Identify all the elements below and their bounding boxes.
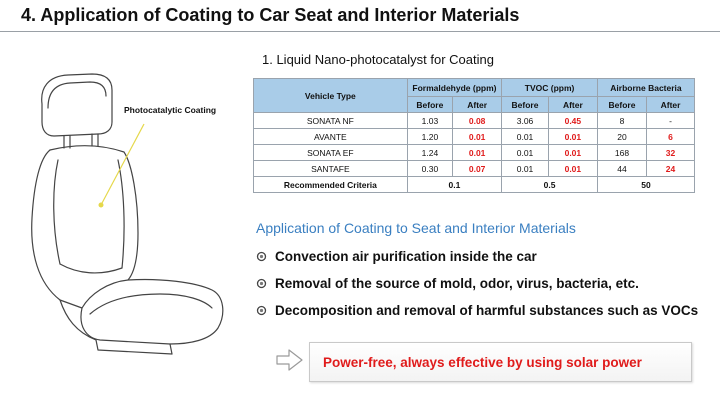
value-cell: 0.01 [453, 145, 502, 161]
value-cell: 0.08 [453, 113, 502, 129]
criteria-formaldehyde: 0.1 [407, 177, 501, 193]
slide-title: 4. Application of Coating to Car Seat and Interior Materials [21, 5, 520, 25]
criteria-tvoc: 0.5 [502, 177, 598, 193]
list-item [256, 270, 698, 297]
value-cell: 0.07 [453, 161, 502, 177]
value-cell: 0.30 [407, 161, 452, 177]
table-row [254, 161, 695, 177]
table-row [254, 113, 695, 129]
value-cell: 0.01 [502, 161, 549, 177]
arrow-right-icon [275, 347, 305, 373]
criteria-row [254, 177, 695, 193]
table-subtitle: 1. Liquid Nano-photocatalyst for Coating [262, 52, 494, 67]
table-row [254, 145, 695, 161]
vehicle-cell: SONATA NF [254, 113, 408, 129]
value-cell: 3.06 [502, 113, 549, 129]
value-cell: 0.01 [548, 145, 597, 161]
value-cell: 0.01 [502, 145, 549, 161]
bullet-icon [256, 278, 267, 289]
vehicle-cell: AVANTE [254, 129, 408, 145]
subheader-before: Before [597, 97, 646, 113]
value-cell: 44 [597, 161, 646, 177]
bullet-text: Decomposition and removal of harmful substances such as VOCs [275, 303, 699, 318]
header-airborne-bacteria: Airborne Bacteria [597, 79, 694, 97]
car-seat-illustration [20, 68, 250, 358]
value-cell: 24 [647, 161, 695, 177]
bullet-icon [256, 305, 267, 316]
subheader-before: Before [407, 97, 452, 113]
header-tvoc: TVOC (ppm) [502, 79, 598, 97]
value-cell: - [647, 113, 695, 129]
vehicle-cell: SANTAFE [254, 161, 408, 177]
value-cell: 32 [647, 145, 695, 161]
table-row [254, 129, 695, 145]
criteria-bacteria: 50 [597, 177, 694, 193]
value-cell: 0.01 [548, 129, 597, 145]
title-divider [0, 31, 720, 32]
vehicle-cell: SONATA EF [254, 145, 408, 161]
value-cell: 6 [647, 129, 695, 145]
subheader-before: Before [502, 97, 549, 113]
list-item [256, 297, 698, 324]
value-cell: 0.45 [548, 113, 597, 129]
header-formaldehyde: Formaldehyde (ppm) [407, 79, 501, 97]
callout-text: Power-free, always effective by using solar power [323, 354, 642, 370]
value-cell: 20 [597, 129, 646, 145]
subheader-after: After [647, 97, 695, 113]
photocatalytic-coating-label: Photocatalytic Coating [124, 105, 217, 115]
application-heading: Application of Coating to Seat and Interior Materials [256, 220, 576, 236]
value-cell: 0.01 [453, 129, 502, 145]
value-cell: 168 [597, 145, 646, 161]
header-vehicle-type: Vehicle Type [254, 79, 408, 113]
solar-power-callout [309, 342, 692, 382]
results-table [253, 78, 695, 193]
bullet-icon [256, 251, 267, 262]
value-cell: 0.01 [548, 161, 597, 177]
value-cell: 8 [597, 113, 646, 129]
subheader-after: After [453, 97, 502, 113]
criteria-label: Recommended Criteria [254, 177, 408, 193]
value-cell: 1.03 [407, 113, 452, 129]
coating-point [99, 203, 104, 208]
value-cell: 1.20 [407, 129, 452, 145]
list-item [256, 243, 698, 270]
application-bullet-list [256, 243, 698, 324]
bullet-text: Removal of the source of mold, odor, virus, bacteria, etc. [275, 276, 639, 291]
subheader-after: After [548, 97, 597, 113]
value-cell: 1.24 [407, 145, 452, 161]
value-cell: 0.01 [502, 129, 549, 145]
bullet-text: Convection air purification inside the car [275, 249, 537, 264]
